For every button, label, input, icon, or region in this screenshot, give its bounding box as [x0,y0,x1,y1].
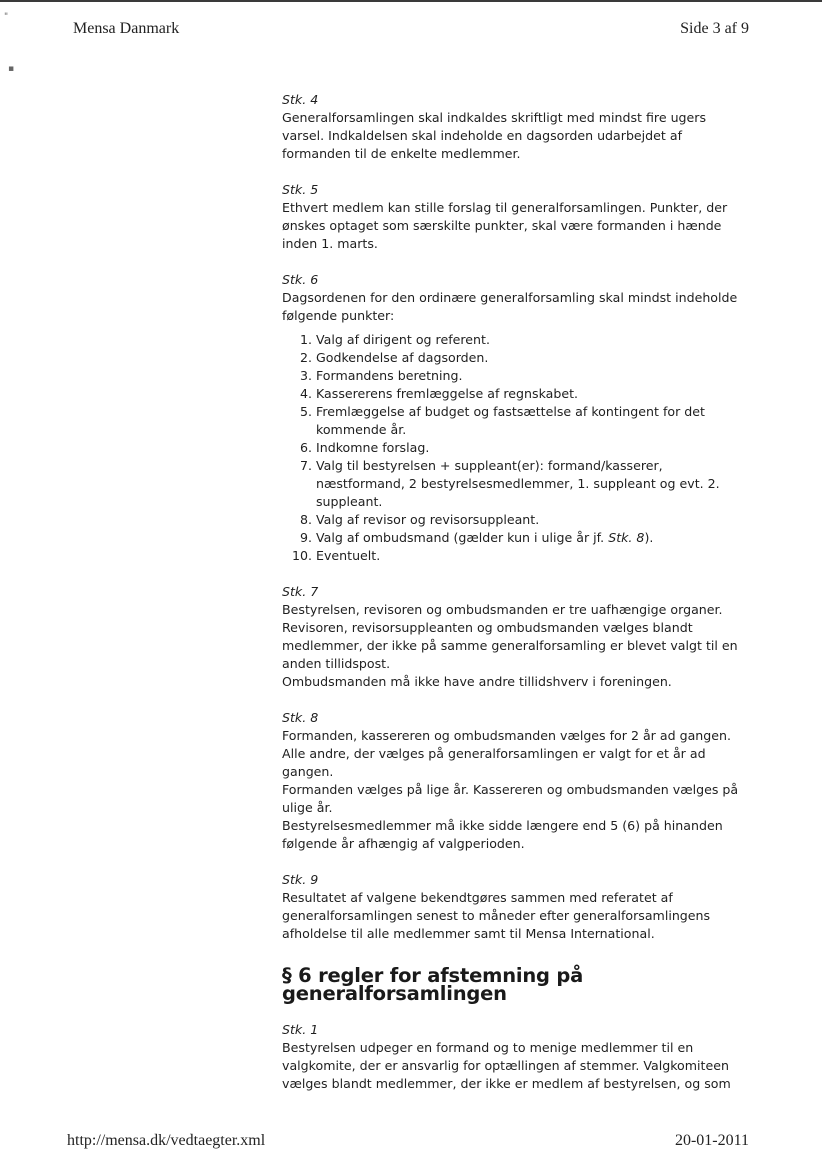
paragraph: Dagsordenen for den ordinære generalforsamling skal mindst indeholde følgende punkter: [282,290,738,323]
agenda-item: 6. Indkomne forslag. [316,439,752,457]
paragraph: Bestyrelsen udpeger en formand og to menige medlemmer til en valgkomite, der er ansvarlig for optællingen af stemmer. Valgkomiteen vælges blandt medlemmer, der ikke er medlem af bestyrelsen, og som [282,1040,731,1091]
section-label: Stk. 1 [282,1022,319,1037]
section-heading: § 6 regler for afstemning på generalforsamlingen [282,964,584,1005]
agenda-item: 10. Eventuelt. [316,547,752,565]
section-label: Stk. 9 [282,872,319,887]
agenda-item: 5. Fremlæggelse af budget og fastsættelse af kontingent for det kommende år. [316,403,752,439]
section-stk-6 [282,271,752,565]
agenda-list [282,331,752,565]
section-label: Stk. 5 [282,182,319,197]
scan-mark: ▪ [8,64,15,74]
section-stk-9 [282,871,752,943]
scan-mark: " [4,12,9,22]
section-stk-8 [282,709,752,853]
section-stk-1 [282,1021,752,1093]
paragraph: Resultatet af valgene bekendtgøres sammen med referatet af generalforsamlingen senest to måneder efter generalforsamlingens afholdelse til alle medlemmer samt til Mensa International. [282,890,711,941]
section-label: Stk. 4 [282,92,319,107]
agenda-item: 8. Valg af revisor og revisorsuppleant. [316,511,752,529]
section-label: Stk. 8 [282,710,319,725]
agenda-item: 2. Godkendelse af dagsorden. [316,349,752,367]
agenda-item: 3. Formandens beretning. [316,367,752,385]
paragraph: Ethvert medlem kan stille forslag til generalforsamlingen. Punkter, der ønskes optaget som særskilte punkter, skal være formanden i hænde inden 1. marts. [282,200,728,251]
agenda-item [316,529,752,547]
paragraph: Generalforsamlingen skal indkaldes skriftligt med mindst fire ugers varsel. Indkaldelsen skal indeholde en dagsorden udarbejdet af formanden til de enkelte medlemmer. [282,110,707,161]
section-label: Stk. 6 [282,272,319,287]
section-stk-4 [282,91,752,163]
agenda-item: 4. Kassererens fremlæggelse af regnskabet. [316,385,752,403]
footer-url: http://mensa.dk/vedtaegter.xml [67,1132,266,1149]
top-rule [0,0,822,2]
header-page-number: Side 3 af 9 [680,20,749,37]
paragraph: Formanden, kassereren og ombudsmanden vælges for 2 år ad gangen. Alle andre, der vælges på generalforsamlingen er valgt for et år ad gangen. [282,728,731,779]
section-stk-7 [282,583,752,691]
agenda-item-text: Valg af ombudsmand (gælder kun i ulige år jf. [316,530,609,545]
stk-reference: Stk. 8 [608,530,645,545]
paragraph: Bestyrelsesmedlemmer må ikke sidde længere end 5 (6) på hinanden følgende år afhængig af valgperioden. [282,818,723,851]
section-stk-5 [282,181,752,253]
paragraph: Formanden vælges på lige år. Kassereren og ombudsmanden vælges på ulige år. [282,782,739,815]
agenda-item: 7. Valg til bestyrelsen + suppleant(er): formand/kasserer, næstformand, 2 bestyrelsesmedlemmer, 1. suppleant og evt. 2. suppleant. [316,457,752,511]
agenda-item-tail: ). [644,530,654,545]
header-org: Mensa Danmark [73,20,180,37]
paragraph: Ombudsmanden må ikke have andre tillidshverv i foreningen. [282,674,672,689]
document-body [282,91,752,1111]
paragraph: Bestyrelsen, revisoren og ombudsmanden er tre uafhængige organer. Revisoren, revisorsuppleanten og ombudsmanden vælges blandt medlemmer, der ikke på samme generalforsamling er blevet valgt til en anden tillidspost. [282,602,738,671]
footer-date: 20-01-2011 [674,1132,749,1149]
section-label: Stk. 7 [282,584,319,599]
agenda-item: 1. Valg af dirigent og referent. [316,331,752,349]
